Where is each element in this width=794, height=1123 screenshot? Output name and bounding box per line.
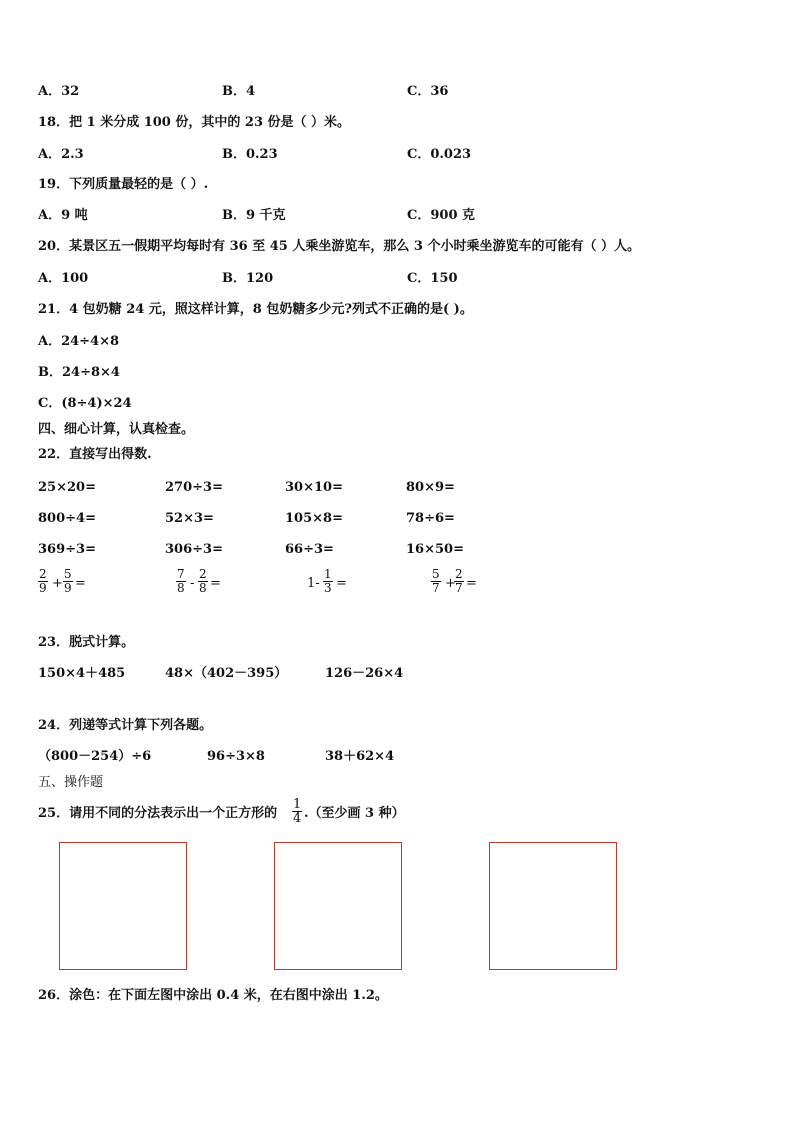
q24-question: 24．列递等式计算下列各题。 (38, 718, 213, 733)
q22-item: 105×8= (285, 511, 343, 526)
q18-option-c: C．0.023 (407, 147, 472, 162)
q22-fraction (63, 568, 73, 595)
section-5-heading: 五、操作题 (38, 775, 104, 790)
q23-item: 150×4＋485 (38, 666, 126, 681)
q21-option-a: A．24÷4×8 (38, 334, 120, 349)
q22-fraction (38, 568, 48, 595)
q22-item: 52×3= (165, 511, 214, 526)
q23-item: 126－26×4 (325, 666, 404, 681)
q22-operator: + (445, 576, 456, 591)
q17-option-c: C．36 (407, 84, 449, 99)
q25-fraction (292, 798, 302, 825)
q22-lead: 1- (307, 576, 320, 591)
q22-equals: = (336, 576, 347, 591)
q24-item: （800－254）÷6 (38, 749, 152, 764)
numerator: 1 (293, 797, 302, 812)
denominator: 3 (324, 581, 332, 595)
numerator: 2 (455, 567, 463, 581)
denominator: 4 (293, 811, 302, 826)
q22-question: 22．直接写出得数. (38, 447, 152, 462)
q21-option-b: B．24÷8×4 (38, 365, 120, 380)
q23-item: 48×（402－395） (165, 666, 288, 681)
denominator: 9 (64, 581, 72, 595)
q22-item: 66÷3= (285, 542, 334, 557)
numerator: 2 (39, 567, 47, 581)
q17-option-b: B．4 (222, 84, 256, 99)
q20-option-a: A．100 (38, 271, 89, 286)
q22-equals: = (210, 576, 221, 591)
q18-question: 18．把 1 米分成 100 份，其中的 23 份是（ ）米。 (38, 115, 351, 130)
q25-text-before: 25．请用不同的分法表示出一个正方形的 (38, 806, 278, 821)
drawing-square[interactable] (59, 842, 187, 970)
q22-item: 306÷3= (165, 542, 223, 557)
q22-fraction (431, 568, 441, 595)
denominator: 7 (455, 581, 463, 595)
denominator: 7 (432, 581, 440, 595)
q19-option-b: B．9 千克 (222, 208, 286, 223)
q22-fraction (454, 568, 464, 595)
q24-item: 96÷3×8 (207, 749, 265, 764)
q22-equals: = (466, 576, 477, 591)
q22-item: 30×10= (285, 480, 343, 495)
q18-option-a: A．2.3 (38, 147, 84, 162)
q21-question: 21．4 包奶糖 24 元，照这样计算，8 包奶糖多少元?列式不正确的是( )。 (38, 302, 473, 317)
q24-item: 38＋62×4 (325, 749, 395, 764)
q22-fraction (176, 568, 186, 595)
drawing-square[interactable] (274, 842, 402, 970)
q22-item: 800÷4= (38, 511, 96, 526)
denominator: 8 (199, 581, 207, 595)
q20-option-b: B．120 (222, 271, 274, 286)
numerator: 5 (64, 567, 72, 581)
q23-question: 23．脱式计算。 (38, 635, 135, 650)
q22-operator: + (52, 576, 63, 591)
q22-equals: = (75, 576, 86, 591)
denominator: 8 (177, 581, 185, 595)
denominator: 9 (39, 581, 47, 595)
q22-item: 16×50= (406, 542, 464, 557)
q25-text-after: .（至少画 3 种） (304, 806, 405, 821)
q20-question: 20．某景区五一假期平均每时有 36 至 45 人乘坐游览车，那么 3 个小时乘坐游览车的可能有（ ）人。 (38, 239, 640, 254)
q22-fraction (323, 568, 333, 595)
q22-item: 270÷3= (165, 480, 223, 495)
q22-item: 80×9= (406, 480, 455, 495)
q22-item: 25×20= (38, 480, 96, 495)
section-4-heading: 四、细心计算，认真检查。 (38, 422, 195, 437)
numerator: 2 (199, 567, 207, 581)
q21-option-c: C．(8÷4)×24 (38, 396, 132, 411)
q18-option-b: B．0.23 (222, 147, 278, 162)
q19-option-c: C．900 克 (407, 208, 476, 223)
q22-fraction (198, 568, 208, 595)
q20-option-c: C．150 (407, 271, 458, 286)
q25-question (38, 806, 277, 822)
drawing-square[interactable] (489, 842, 617, 970)
q22-operator: - (190, 576, 195, 591)
q26-question: 26．涂色：在下面左图中涂出 0.4 米，在右图中涂出 1.2。 (38, 988, 388, 1003)
q22-item: 78÷6= (406, 511, 455, 526)
q19-question: 19．下列质量最轻的是（ ）. (38, 177, 209, 192)
q17-option-a: A．32 (38, 84, 80, 99)
q19-option-a: A．9 吨 (38, 208, 88, 223)
q22-item: 369÷3= (38, 542, 96, 557)
numerator: 1 (324, 567, 332, 581)
numerator: 7 (177, 567, 185, 581)
numerator: 5 (432, 567, 440, 581)
